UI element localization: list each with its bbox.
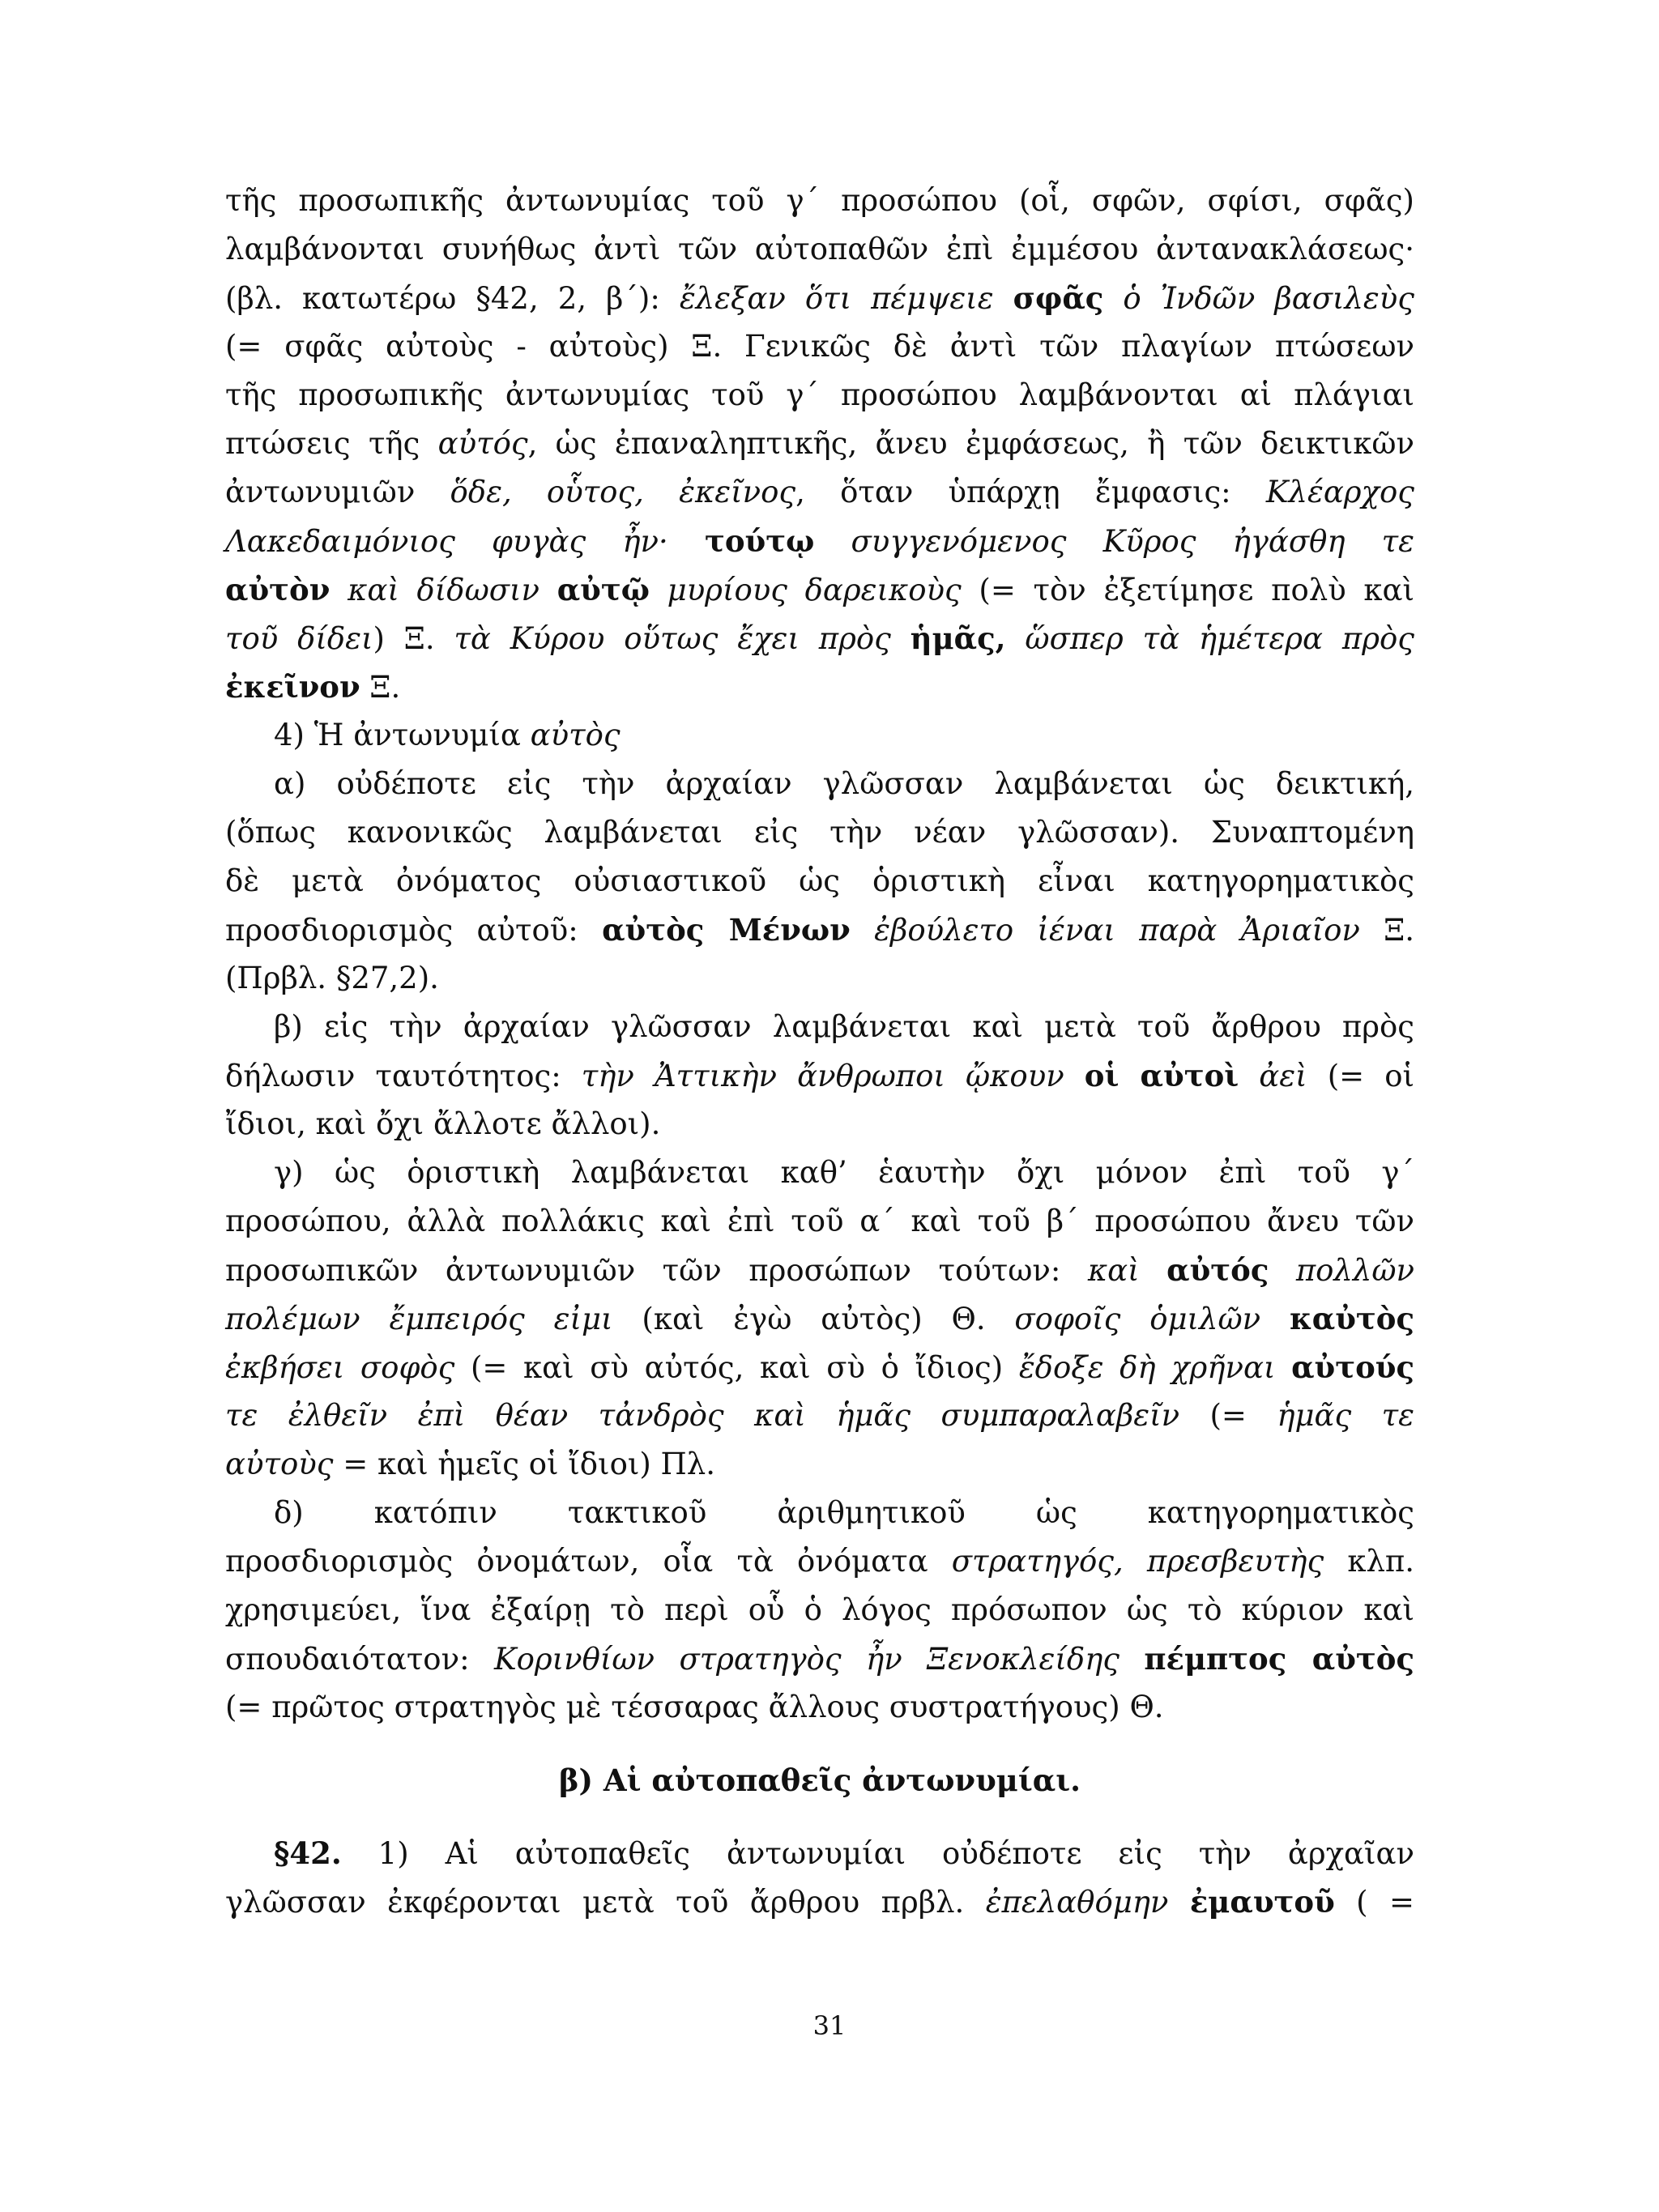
section-spacer — [225, 1732, 1414, 1756]
text-run: (= — [1179, 1398, 1277, 1433]
text-run: δ) κατόπιν τακτικοῦ ἀριθμητικοῦ ὡς κατηγορηματικὸς — [274, 1495, 1414, 1530]
text-line — [225, 711, 1414, 760]
text-line — [225, 517, 1414, 565]
text-run: (= πρῶτος στρατηγὸς μὲ τέσσαρας ἄλλους συστρατήγους) Θ. — [225, 1690, 1164, 1724]
text-line — [225, 1100, 1414, 1149]
text-run: πτώσεις τῆς — [225, 426, 438, 461]
text-line — [225, 663, 1414, 711]
text-run: (= οἱ — [1307, 1059, 1414, 1093]
text-line — [225, 1440, 1414, 1489]
text-run: (= σφᾶς αὐτοὺς - αὐτοὺς) Ξ. Γενικῶς δὲ ἀντὶ τῶν πλαγίων πτώσεων — [225, 329, 1414, 364]
text-line — [225, 1489, 1414, 1537]
text-run: προσώπου, ἀλλὰ πολλάκις καὶ ἐπὶ τοῦ α΄ καὶ τοῦ β΄ προσώπου ἄνευ τῶν — [225, 1204, 1414, 1238]
text-run: 4) Ἡ ἀντωνυμία — [274, 718, 531, 752]
text-run: Ξ. — [360, 670, 401, 705]
italic-run: ὁ Ἰνδῶν βασιλεὺς — [1103, 281, 1414, 316]
bold-run: σφᾶς — [1013, 280, 1104, 316]
italic-run: ἔδοξε δὴ χρῆναι — [1018, 1350, 1292, 1385]
text-run: κλπ. — [1324, 1544, 1415, 1579]
text-run: ( = — [1334, 1885, 1414, 1920]
text-run: (Πρβλ. §27,2). — [225, 961, 439, 995]
section-spacer — [225, 1805, 1414, 1829]
bold-run: πέμπτος αὐτὸς — [1144, 1641, 1414, 1677]
text-run: λαμβάνονται συνήθως ἀντὶ τῶν αὐτοπαθῶν ἐπὶ ἐμμέσου ἀντανακλάσεως· — [225, 232, 1414, 266]
bold-run: ἐμαυτοῦ — [1189, 1884, 1335, 1920]
bold-run: ἡμᾶς, — [910, 620, 1006, 656]
text-run: β) εἰς τὴν ἀρχαίαν γλῶσσαν λαμβάνεται καὶ μετὰ τοῦ ἄρθρου πρὸς — [274, 1009, 1414, 1044]
text-line — [225, 614, 1414, 663]
text-run: Ξ. — [1359, 913, 1414, 948]
text-run: προσδιορισμὸς αὐτοῦ: — [225, 913, 603, 948]
page-number: 31 — [812, 2010, 847, 2041]
bold-run: οἱ αὐτοὶ — [1084, 1058, 1239, 1093]
text-line — [225, 1197, 1414, 1246]
text-run: γλῶσσαν ἐκφέρονται μετὰ τοῦ ἄρθρου πρβλ. — [225, 1885, 986, 1920]
bold-run: §42. — [274, 1835, 342, 1871]
text-run: προσωπικῶν ἀντωνυμιῶν τῶν προσώπων τούτων: — [225, 1253, 1088, 1288]
italic-run: αὐτὸς — [530, 718, 621, 752]
text-line — [225, 177, 1414, 225]
text-line — [225, 760, 1414, 808]
text-run: ) Ξ. — [373, 621, 454, 656]
text-line — [225, 1392, 1414, 1440]
italic-run: ἐβούλετο ἰέναι παρὰ Ἀριαῖον — [850, 913, 1360, 948]
text-line — [225, 1294, 1414, 1343]
italic-run: πολλῶν — [1269, 1253, 1414, 1288]
text-run: σπουδαιότατον: — [225, 1642, 494, 1677]
italic-run: στρατηγός, πρεσβευτὴς — [951, 1544, 1324, 1579]
italic-run: Κορινθίων στρατηγὸς ἦν Ξενοκλείδης — [493, 1642, 1145, 1677]
italic-run: ὅδε, οὗτος, ἐκεῖνος — [450, 475, 796, 509]
text-run: , ὡς ἐπαναληπτικῆς, ἄνευ ἐμφάσεως, ἢ τῶν δεικτικῶν — [527, 426, 1414, 461]
bold-run: αὐτός — [1166, 1252, 1269, 1288]
bold-run: τούτῳ — [704, 523, 815, 559]
text-run: (βλ. κατωτέρω §42, 2, β΄): — [225, 281, 680, 316]
italic-run: καὶ δίδωσιν — [330, 573, 557, 607]
text-line — [225, 1586, 1414, 1634]
italic-run: ἡμᾶς τε — [1277, 1398, 1414, 1433]
italic-run: τοῦ δίδει — [225, 621, 373, 656]
text-line — [225, 1246, 1414, 1294]
body-text — [225, 177, 1414, 1926]
text-line — [225, 565, 1414, 614]
text-run: 1) Αἱ αὐτοπαθεῖς ἀντωνυμίαι οὐδέποτε εἰς τὴν ἀρχαῖαν — [341, 1836, 1414, 1871]
bold-run: ἐκεῖνον — [225, 669, 360, 705]
text-line — [225, 1829, 1414, 1877]
italic-run: ὥσπερ τὰ ἡμέτερα πρὸς — [1005, 621, 1414, 656]
text-run: τῆς προσωπικῆς ἀντωνυμίας τοῦ γ΄ προσώπου (οἷ, σφῶν, σφίσι, σφᾶς) — [225, 183, 1414, 218]
text-line — [225, 322, 1414, 371]
italic-run: ἐκβήσει σοφὸς — [225, 1350, 455, 1385]
bold-run: αὐτῷ — [557, 572, 650, 607]
bold-run: αὐτὸν — [225, 572, 331, 607]
bold-run: καὐτὸς — [1290, 1301, 1414, 1336]
text-line — [225, 906, 1414, 954]
text-line — [225, 857, 1414, 906]
text-run: (ὅπως κανονικῶς λαμβάνεται εἰς τὴν νέαν γλῶσσαν). Συναπτομένη — [225, 815, 1414, 850]
text-run: τῆς προσωπικῆς ἀντωνυμίας τοῦ γ΄ προσώπου λαμβάνονται αἱ πλάγιαι — [225, 377, 1414, 412]
text-line — [225, 1149, 1414, 1197]
text-line — [225, 420, 1414, 468]
section-heading — [225, 1756, 1414, 1805]
text-line — [225, 468, 1414, 517]
text-run: γ) ὡς ὁριστικὴ λαμβάνεται καθ’ ἑαυτὴν ὄχι μόνον ἐπὶ τοῦ γ΄ — [274, 1155, 1414, 1190]
text-line — [225, 1343, 1414, 1392]
text-run: = καὶ ἡμεῖς οἱ ἴδιοι) Πλ. — [333, 1447, 716, 1481]
text-run: (= καὶ σὺ αὐτός, καὶ σὺ ὁ ἴδιος) — [454, 1350, 1019, 1385]
text-line — [225, 1683, 1414, 1732]
text-run: β) Αἱ αὐτοπαθεῖς ἀντωνυμίαι. — [558, 1762, 1081, 1798]
text-run: ἴδιοι, καὶ ὄχι ἄλλοτε ἄλλοι). — [225, 1106, 661, 1141]
italic-run: ἐπελαθόμην — [985, 1885, 1190, 1920]
text-line — [225, 1003, 1414, 1051]
italic-run: μυρίους δαρεικοὺς — [649, 573, 962, 607]
text-run: ἀντωνυμιῶν — [225, 475, 450, 509]
text-line — [225, 954, 1414, 1003]
italic-run: τὰ Κύρου οὕτως ἔχει πρὸς — [454, 621, 911, 656]
text-line — [225, 808, 1414, 857]
text-run: α) οὐδέποτε εἰς τὴν ἀρχαίαν γλῶσσαν λαμβάνεται ὡς δεικτική, — [274, 766, 1414, 801]
text-line — [225, 1877, 1414, 1926]
text-line — [225, 274, 1414, 322]
italic-run: σοφοῖς ὁμιλῶν — [1014, 1302, 1290, 1336]
text-run: (= τὸν ἐξετίμησε πολὺ καὶ — [961, 573, 1414, 607]
text-line — [225, 1051, 1414, 1100]
italic-run: πολέμων ἔμπειρός εἰμι — [225, 1302, 613, 1336]
text-line — [225, 1537, 1414, 1586]
text-run: (καὶ ἐγὼ αὐτὸς) Θ. — [612, 1302, 1015, 1336]
text-run: δήλωσιν ταυτότητος: — [225, 1059, 582, 1093]
italic-run: συγγενόμενος Κῦρος ἠγάσθη τε — [814, 524, 1415, 559]
bold-run: αὐτὸς Μένων — [602, 912, 851, 948]
text-run: δὲ μετὰ ὀνόματος οὐσιαστικοῦ ὡς ὁριστικὴ εἶναι κατηγορηματικὸς — [225, 863, 1414, 898]
italic-run: Λακεδαιμόνιος φυγὰς ἦν· — [225, 524, 705, 559]
italic-run: τε ἐλθεῖν ἐπὶ θέαν τἀνδρὸς καὶ ἡμᾶς συμπαραλαβεῖν — [225, 1398, 1180, 1433]
text-run: , ὅταν ὑπάρχῃ ἔμφασις: — [795, 475, 1266, 509]
text-run: προσδιορισμὸς ὀνομάτων, οἷα τὰ ὀνόματα — [225, 1544, 952, 1579]
text-run: χρησιμεύει, ἵνα ἐξαίρῃ τὸ περὶ οὗ ὁ λόγος πρόσωπον ὡς τὸ κύριον καὶ — [225, 1592, 1414, 1627]
italic-run: Κλέαρχος — [1265, 475, 1414, 509]
text-line — [225, 371, 1414, 420]
italic-run: ἀεὶ — [1239, 1059, 1307, 1093]
text-line — [225, 1634, 1414, 1683]
italic-run: τὴν Ἀττικὴν ἄνθρωποι ᾤκουν — [581, 1059, 1085, 1093]
italic-run: καὶ — [1087, 1253, 1167, 1288]
italic-run: ἔλεξαν ὅτι πέμψειε — [679, 281, 1013, 316]
bold-run: αὐτούς — [1291, 1349, 1414, 1385]
italic-run: αὐτοὺς — [225, 1447, 334, 1481]
italic-run: αὐτός — [437, 426, 528, 461]
text-line — [225, 225, 1414, 274]
